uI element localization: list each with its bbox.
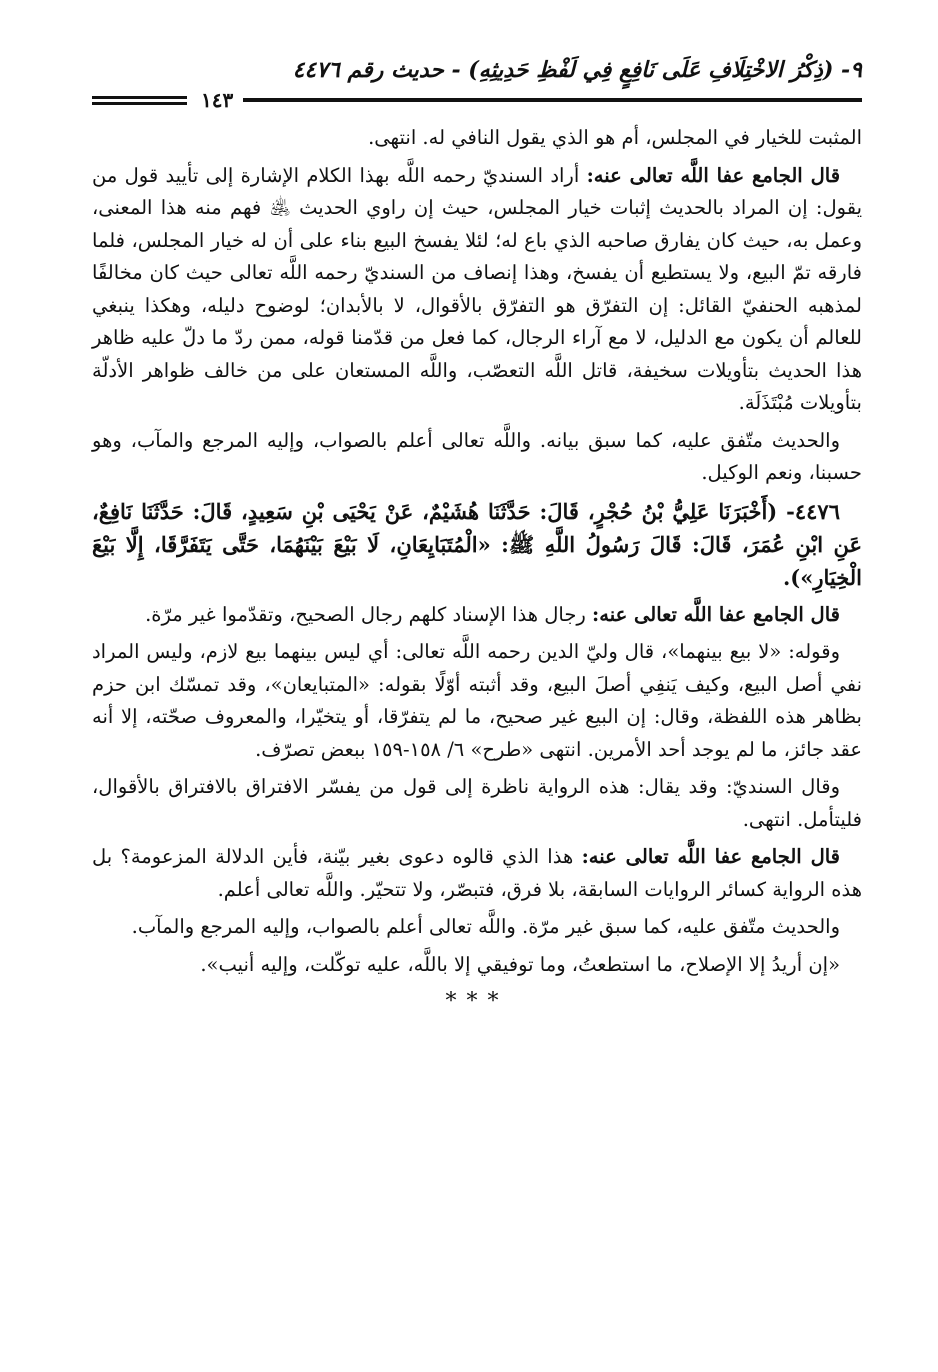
compiler-label: قال الجامع عفا اللَّه تعالى عنه: <box>592 602 840 626</box>
header-line <box>243 98 862 102</box>
compiler-label: قال الجامع عفا اللَّه تعالى عنه: <box>581 845 840 868</box>
page-body <box>92 122 862 1019</box>
paragraph-2 <box>92 160 862 420</box>
paragraph-3: والحديث متّفق عليه، كما سبق بيانه. واللَّه تعالى أعلم بالصواب، وإليه المرجع والمآب، وهو حسبنا، ونعم الوكيل. <box>92 428 862 484</box>
paragraph-5: وقوله: «لا بيع بينهما»، قال وليّ الدين رحمه اللَّه تعالى: أي ليس بينهما بيع لازم، وليس المراد نفي أصل البيع، وكيف يَنفِي أصلَ البيع، وقد أثبته أوّلًا بقوله: «المتبايعان»، وقد تمسّك ابن حزم بظاهر هذه اللفظة، وقال: إن البيع غير صحيح، ما لم يتفرّقا، أو يتخيّرا، والمعروف صحّته، إلا أنه عقد جائز، ما لم يوجد أحد الأمرين. انتهى «طرح» ٦/ ١٥٨-١٥٩ ببعض تصرّف. <box>92 640 862 761</box>
chapter-title: ٩- (ذِكْرُ الاخْتِلَافِ عَلَى نَافِعٍ فِي لَفْظِ حَدِيثِهِ) - حديث رقم ٤٤٧٦ <box>292 57 862 83</box>
end-stars: *** <box>445 989 509 1014</box>
running-header <box>92 48 862 92</box>
page-number: ١٤٣ <box>201 88 234 112</box>
paragraph-1: المثبت للخيار في المجلس، أم هو الذي يقول النافي له. انتهى. <box>368 126 862 149</box>
paragraph-4-text: رجال هذا الإسناد كلهم رجال الصحيح، وتقدّموا غير مرّة. <box>145 602 586 626</box>
paragraph-7-text: هذا الذي قالوه دعوى بغير بيّنة، فأين الدلالة المزعومة؟ بل هذه الرواية كسائر الروايات السابقة، بلا فرق، فتبصّر، ولا تتحيّر. واللَّه تعالى أعلم. <box>92 845 862 901</box>
paragraph-8: والحديث متّفق عليه، كما سبق غير مرّة. واللَّه تعالى أعلم بالصواب، وإليه المرجع والمآب. <box>131 915 840 938</box>
header-rule <box>92 88 862 112</box>
closing-quote: «إن أريدُ إلا الإصلاح، ما استطعتُ، وما توفيقي إلا باللَّه، عليه توكّلت، وإليه أنيب». <box>200 952 840 976</box>
paragraph-7 <box>92 841 862 906</box>
hadith-text: ٤٤٧٦- (أَخْبَرَنَا عَلِيُّ بْنُ حُجْرٍ، قَالَ: حَدَّثَنَا هُشَيْمٌ، عَنْ يَحْيَى بْنِ سَعِيدٍ، قَالَ: حَدَّثَنَا نَافِعٌ، عَنِ ابْنِ عُمَرَ، قَالَ: قَالَ رَسُولُ اللَّهِ ﷺ: «الْمُتَبَايِعَانِ، لَا بَيْعَ بَيْنَهُمَا، حَتَّى يَتَفَرَّقَا، إِلَّا بَيْعَ الْخِيَارِ»). <box>92 498 862 590</box>
page <box>92 48 862 1019</box>
compiler-label: قال الجامع عفا اللَّه تعالى عنه: <box>586 163 841 187</box>
paragraph-2-text: أراد السنديّ رحمه اللَّه بهذا الكلام الإشارة إلى تأييد قول من يقول: إن المراد بالحديث إثبات خيار المجلس، حيث إن راوي الحديث ﵁ فهم منه هذا المعنى، وعمل به، حيث كان يفارق صاحبه الذي باع له؛ لئلا يفسخ البيع بناء على أن له خيار المجلس، فلما فارقه تمّ البيع، ولا يستطيع أن يفسخ، وهذا إنصاف من السنديّ رحمه اللَّه تعالى حيث كان مخالفًا لمذهبه الحنفيّ القائل: إن التفرّق هو التفرّق بالأقوال، لا بالأبدان؛ لوضوح دليله، وهكذا ينبغي للعالم أن يكون مع الدليل، لا مع آراء الرجال، كما فعل من قدّمنا قوله، ممن ردّ ما دلّ عليه ظاهر هذا الحديث بتأويلات سخيفة، قاتل اللَّه التعصّب، واللَّه المستعان على من خالف ظواهر الأدلّة بتأويلات مُبْتَذَلَة. <box>92 163 862 414</box>
paragraph-4 <box>92 599 862 632</box>
paragraph-6: وقال السنديّ: وقد يقال: هذه الرواية ناظرة إلى قول من يفسّر الافتراق بالافتراق بالأقوال، فليتأمل. انتهى. <box>92 775 862 831</box>
double-rule <box>92 96 187 105</box>
